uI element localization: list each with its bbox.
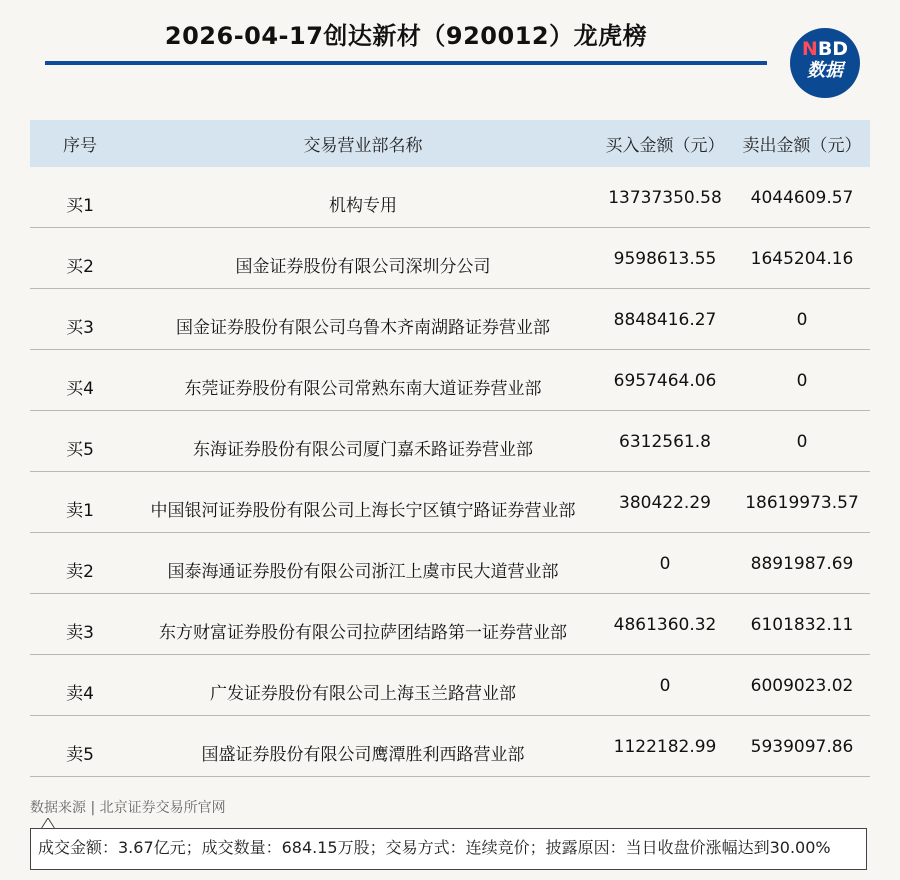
row-buy-amount: 380422.29 xyxy=(619,493,711,513)
row-buy-amount: 6957464.06 xyxy=(613,371,717,391)
row-buy-amount: 8848416.27 xyxy=(613,310,717,330)
table-row xyxy=(30,716,870,777)
header-sell-amount: 卖出金额（元） xyxy=(742,136,862,156)
row-buy-amount: 9598613.55 xyxy=(613,249,717,269)
table-row xyxy=(30,472,870,533)
header-buy-amount: 买入金额（元） xyxy=(605,136,725,156)
row-sell-amount: 6009023.02 xyxy=(750,676,854,696)
row-rank: 卖5 xyxy=(66,744,94,765)
table-row xyxy=(30,350,870,411)
row-sell-amount: 18619973.57 xyxy=(745,493,859,513)
row-sell-amount: 6101832.11 xyxy=(750,615,854,635)
row-branch-name: 东莞证券股份有限公司常熟东南大道证券营业部 xyxy=(184,378,542,399)
row-rank: 买2 xyxy=(66,256,94,277)
table-row xyxy=(30,411,870,472)
row-buy-amount: 0 xyxy=(659,554,671,574)
row-branch-name: 国金证券股份有限公司深圳分公司 xyxy=(235,256,491,277)
row-sell-amount: 8891987.69 xyxy=(750,554,854,574)
row-rank: 买5 xyxy=(66,439,94,460)
row-sell-amount: 5939097.86 xyxy=(750,737,854,757)
row-buy-amount: 6312561.8 xyxy=(619,432,711,452)
row-branch-name: 东方财富证券股份有限公司拉萨团结路第一证券营业部 xyxy=(159,622,567,643)
row-sell-amount: 0 xyxy=(796,432,808,452)
row-sell-amount: 0 xyxy=(796,371,808,391)
row-buy-amount: 4861360.32 xyxy=(613,615,717,635)
trade-summary-note: 成交金额：3.67亿元；成交数量：684.15万股；交易方式：连续竞价；披露原因：当日收盘价涨幅达到30.00% xyxy=(30,828,867,870)
row-sell-amount: 1645204.16 xyxy=(750,249,854,269)
header-rank: 序号 xyxy=(63,136,97,156)
row-buy-amount: 0 xyxy=(659,676,671,696)
data-source: 数据来源 | 北京证券交易所官网 xyxy=(30,800,226,816)
logo-bottom-text: 数据 xyxy=(807,60,843,81)
table-row xyxy=(30,533,870,594)
row-rank: 卖1 xyxy=(66,500,94,521)
row-rank: 买4 xyxy=(66,378,94,399)
title-divider xyxy=(45,61,767,65)
row-branch-name: 机构专用 xyxy=(329,195,397,216)
dragon-tiger-table xyxy=(30,120,870,777)
row-rank: 卖4 xyxy=(66,683,94,704)
row-branch-name: 广发证券股份有限公司上海玉兰路营业部 xyxy=(210,683,516,704)
row-buy-amount: 13737350.58 xyxy=(608,188,722,208)
row-rank: 卖2 xyxy=(66,561,94,582)
table-row xyxy=(30,167,870,228)
page-title: 2026-04-17创达新材（920012）龙虎榜 xyxy=(164,22,648,50)
row-branch-name: 中国银河证券股份有限公司上海长宁区镇宁路证券营业部 xyxy=(150,500,576,521)
header-branch-name: 交易营业部名称 xyxy=(303,136,423,156)
table-row xyxy=(30,594,870,655)
table-header xyxy=(30,120,870,167)
nbd-logo xyxy=(790,28,860,98)
row-sell-amount: 4044609.57 xyxy=(750,188,854,208)
row-branch-name: 国泰海通证券股份有限公司浙江上虞市民大道营业部 xyxy=(167,561,559,582)
row-rank: 买3 xyxy=(66,317,94,338)
row-branch-name: 国盛证券股份有限公司鹰潭胜利西路营业部 xyxy=(201,744,525,765)
table-row xyxy=(30,655,870,716)
table-row xyxy=(30,228,870,289)
table-row xyxy=(30,289,870,350)
row-rank: 卖3 xyxy=(66,622,94,643)
row-buy-amount: 1122182.99 xyxy=(613,737,717,757)
row-rank: 买1 xyxy=(66,195,94,216)
row-branch-name: 东海证券股份有限公司厦门嘉禾路证券营业部 xyxy=(193,439,533,460)
row-sell-amount: 0 xyxy=(796,310,808,330)
row-branch-name: 国金证券股份有限公司乌鲁木齐南湖路证券营业部 xyxy=(176,317,550,338)
logo-top-text: NBD xyxy=(801,38,849,60)
